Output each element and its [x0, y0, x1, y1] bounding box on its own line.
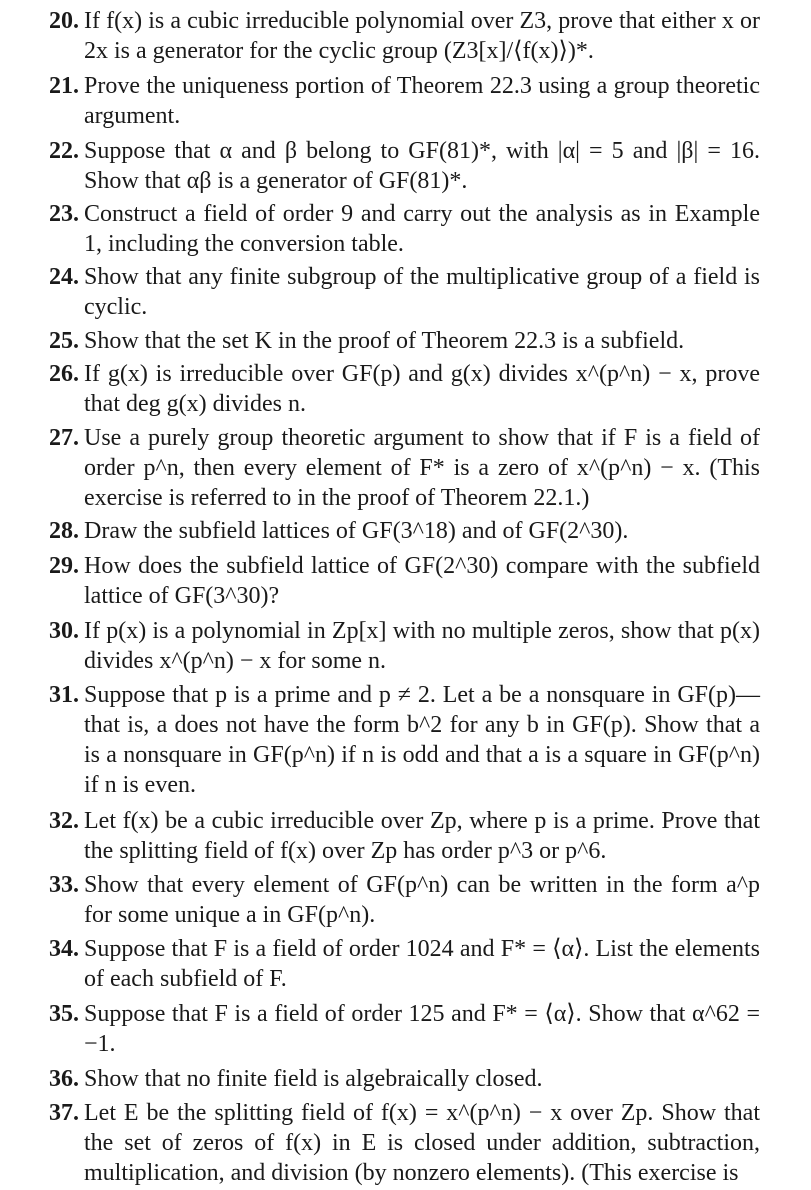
exercise-33: [49, 870, 766, 930]
exercise-25: [49, 326, 760, 356]
exercise-text: How does the subfield lattice of GF(2^30) compare with the subfield lattice of GF(3^30)?: [84, 553, 766, 609]
exercise-text: Let E be the splitting field of f(x) = x^(p^n) − x over Zp. Show that the set of zeros of f(x) in E is closed under addition, subtraction, multiplication, and division (by nonzero elements). (This exercise is: [84, 1100, 766, 1186]
exercise-number: 30.: [49, 618, 79, 644]
exercise-29: [49, 551, 766, 611]
exercise-30: [49, 616, 766, 676]
exercise-34: [49, 934, 766, 994]
exercise-number: 28.: [49, 518, 79, 544]
exercise-number: 37.: [49, 1100, 79, 1126]
exercise-22: [49, 136, 766, 196]
exercise-37: [49, 1098, 766, 1188]
exercise-text: Suppose that p is a prime and p ≠ 2. Let a be a nonsquare in GF(p)—that is, a does not have the form b^2 for any b in GF(p). Show that a is a nonsquare in GF(p^n) if n is odd and that a is a square in GF(p^n) if n is even.: [84, 682, 766, 798]
exercise-text: Suppose that F is a field of order 125 and F* = ⟨α⟩. Show that α^62 = −1.: [84, 1001, 766, 1057]
exercise-text: If p(x) is a polynomial in Zp[x] with no multiple zeros, show that p(x) divides x^(p^n) − x for some n.: [84, 618, 766, 674]
exercise-text: Suppose that F is a field of order 1024 and F* = ⟨α⟩. List the elements of each subfield of F.: [84, 936, 766, 992]
exercise-number: 24.: [49, 264, 79, 290]
exercise-text: Use a purely group theoretic argument to show that if F is a field of order p^n, then every element of F* is a zero of x^(p^n) − x. (This exercise is referred to in the proof of Theorem 22.1.): [84, 425, 766, 511]
exercise-text: Suppose that α and β belong to GF(81)*, with |α| = 5 and |β| = 16. Show that αβ is a generator of GF(81)*.: [84, 138, 766, 194]
exercise-31: [49, 680, 766, 800]
exercise-24: [49, 262, 766, 322]
exercise-number: 25.: [49, 328, 79, 354]
exercise-26: [49, 359, 766, 419]
exercise-number: 36.: [49, 1066, 79, 1092]
exercise-number: 21.: [49, 73, 79, 99]
exercise-number: 34.: [49, 936, 79, 962]
exercise-text: Prove the uniqueness portion of Theorem 22.3 using a group theoretic argument.: [84, 73, 766, 129]
exercise-number: 33.: [49, 872, 79, 898]
exercise-number: 27.: [49, 425, 79, 451]
exercise-text: If f(x) is a cubic irreducible polynomial over Z3, prove that either x or 2x is a generator for the cyclic group (Z3[x]/⟨f(x)⟩)*.: [84, 8, 766, 64]
exercise-text: Draw the subfield lattices of GF(3^18) and of GF(2^30).: [84, 518, 629, 544]
exercise-23: [49, 199, 766, 259]
exercise-28: [49, 516, 760, 546]
exercise-27: [49, 423, 766, 513]
exercise-text: Show that every element of GF(p^n) can be written in the form a^p for some unique a in GF(p^n).: [84, 872, 766, 928]
exercise-text: Show that no finite field is algebraically closed.: [84, 1066, 543, 1092]
exercise-number: 26.: [49, 361, 79, 387]
exercise-20: [49, 6, 766, 66]
exercise-21: [49, 71, 766, 131]
exercise-text: Construct a field of order 9 and carry out the analysis as in Example 1, including the conversion table.: [84, 201, 766, 257]
exercise-text: If g(x) is irreducible over GF(p) and g(x) divides x^(p^n) − x, prove that deg g(x) divides n.: [84, 361, 766, 417]
exercise-number: 35.: [49, 1001, 79, 1027]
exercise-number: 31.: [49, 682, 79, 708]
exercise-number: 22.: [49, 138, 79, 164]
exercise-text: Show that the set K in the proof of Theorem 22.3 is a subfield.: [84, 328, 685, 354]
exercise-number: 29.: [49, 553, 79, 579]
exercise-number: 32.: [49, 808, 79, 834]
exercise-36: [49, 1064, 760, 1094]
exercise-text: Let f(x) be a cubic irreducible over Zp, where p is a prime. Prove that the splitting field of f(x) over Zp has order p^3 or p^6.: [84, 808, 766, 864]
exercise-text: Show that any finite subgroup of the multiplicative group of a field is cyclic.: [84, 264, 766, 320]
exercise-number: 23.: [49, 201, 79, 227]
exercise-35: [49, 999, 766, 1059]
exercise-32: [49, 806, 766, 866]
exercise-number: 20.: [49, 8, 79, 34]
